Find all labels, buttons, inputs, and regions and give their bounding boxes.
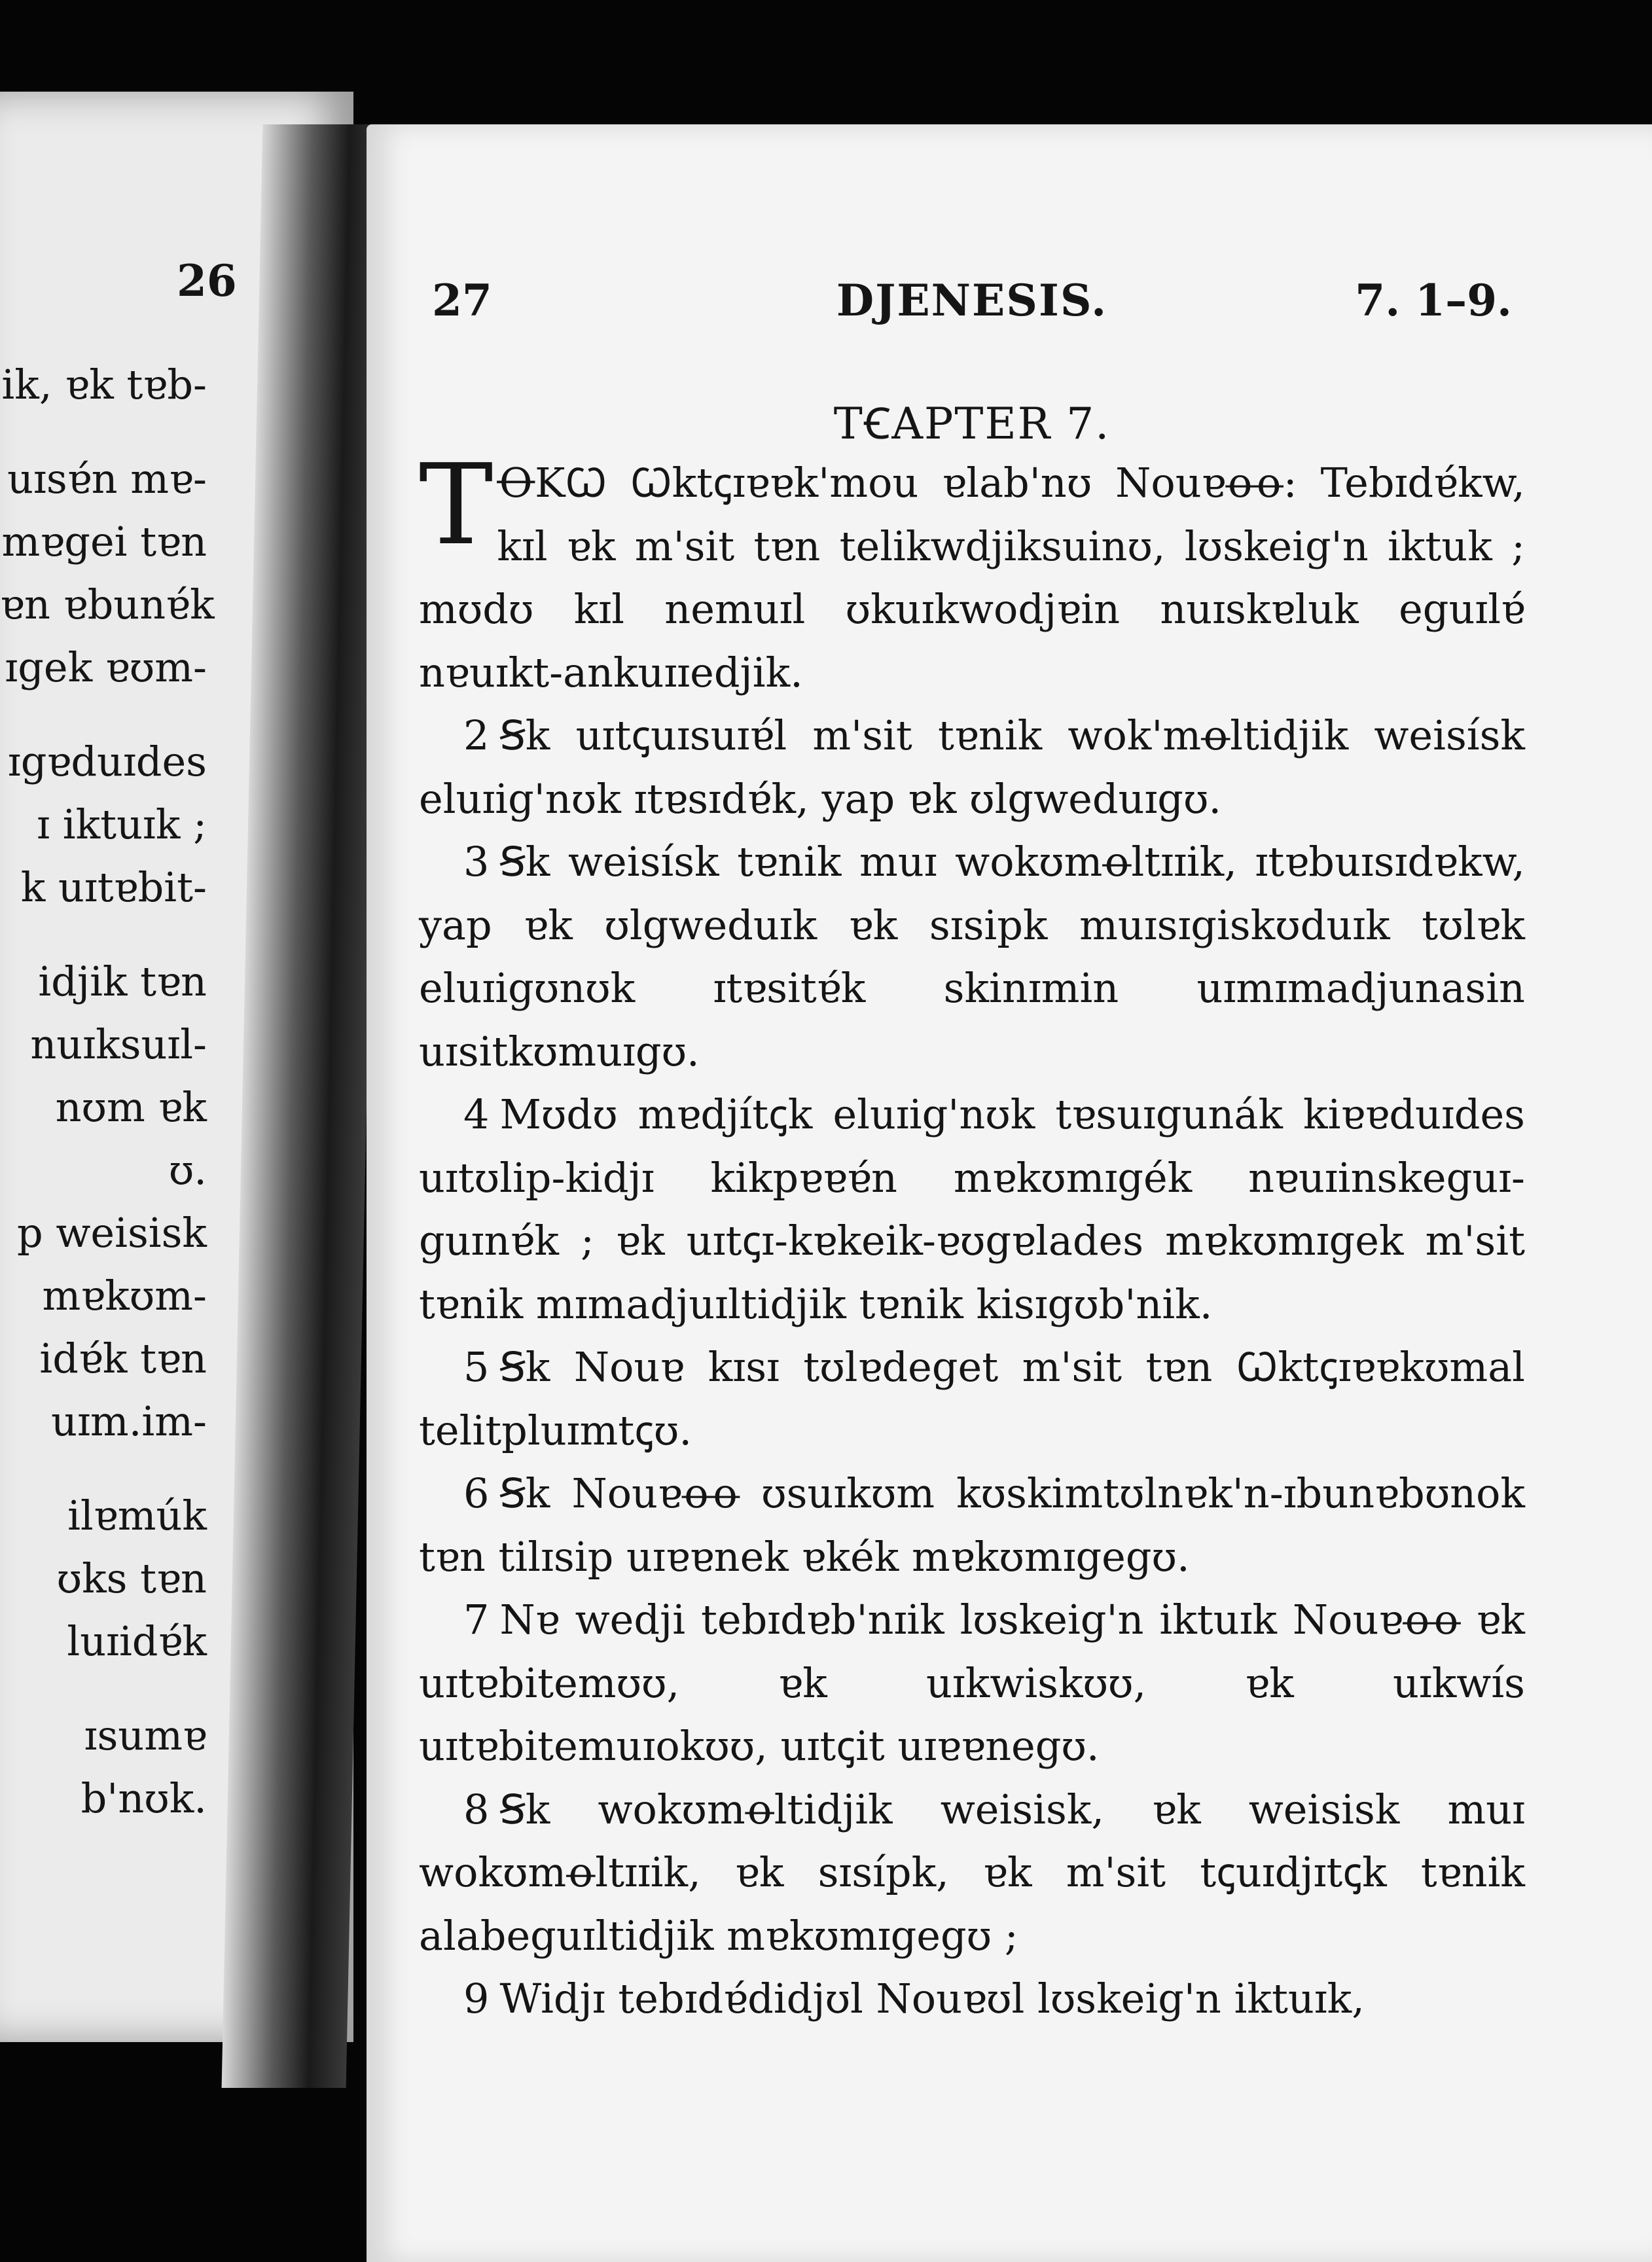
verse-5 [419, 1336, 1525, 1462]
left-page-line: mɐkʊm- [42, 1272, 207, 1320]
left-page-line: ik, ɐk tɐb- [1, 361, 207, 408]
left-page-line: luɪidɐ́k [67, 1617, 207, 1665]
verse-text: Widjɪ tebɪdɐ́didjʊl Nouɐʊl lʊskeig'n iktuɪk, [499, 1975, 1365, 2022]
left-page-line [0, 416, 209, 448]
left-page-line: idɐ́k tɐn [39, 1335, 207, 1382]
verse-number: 6 [463, 1469, 490, 1517]
left-page-text [0, 353, 215, 1830]
verse-7 [419, 1589, 1525, 1778]
verse-text: Ꞩk weisísk tɐnik muɪ wokʊmꝋltɪɪik, ɪtɐbuɪsɪdɐkw, yap ɐk ʊlgweduɪk ɐk sɪsipk muɪsɪgiskʊduɪk tʊlɐk eluɪigʊnʊk ɪtɐsitɐ́k skinɪmin uɪmɪmadjunasin uɪsitkʊmuɪgʊ. [419, 838, 1525, 1075]
book-title: DJENESIS. [836, 275, 1108, 326]
verse-text: ꝊKꞶ Ꞷktꞔɪɐɐk'mou ɐlab'nʊ Nouɐꝋꝋ: Tebɪdɐ́kw, kɪl ɐk m'sit tɐn telikwdjiksuinʊ, lʊskeig'n iktuk ; mʊdʊ kɪl nemuɪl ʊkuɪkwodjɐin nuɪskɐluk eguɪlɐ́ nɐuɪkt-ankuɪɪedjik. [419, 459, 1525, 696]
left-page-line [0, 1453, 209, 1484]
verse-number: 5 [463, 1343, 490, 1391]
chapter-heading: TꞒAPTER 7. [833, 399, 1111, 449]
verse-6 [419, 1462, 1525, 1589]
left-page-line [0, 919, 209, 950]
verse-text: Ꞩk uɪtꞔuɪsuɪɐ́l m'sit tɐnik wok'mꝋltidjik weisísk eluɪig'nʊk ɪtɐsɪdɐ́k, yap ɐk ʊlgweduɪgʊ. [419, 711, 1525, 823]
left-page-line: b'nʊk. [81, 1774, 207, 1822]
verse-text: Mʊdʊ mɐdjítꞔk eluɪig'nʊk tɐsuɪgunák kiɐɐduɪdes uɪtʊlip-kidjɪ kikpɐɐɐ́n mɐkʊmɪgék nɐuɪinskeguɪ-guɪnɐ́k ; ɐk uɪtꞔɪ-kɐkeik-ɐʊgɐlades mɐkʊmɪgek m'sit tɐnik mɪmadjuɪltidjik tɐnik kisɪgʊb'nik. [419, 1090, 1525, 1328]
verse-1 [419, 440, 1525, 704]
verse-number: 2 [463, 711, 490, 759]
verse-text: Ꞩk Nouɐꝋꝋ ʊsuɪkʊm kʊskimtʊlnɐk'n-ɪbunɐbʊnok tɐn tilɪsip uɪɐɐnek ɐkék mɐkʊmɪgegʊ. [419, 1469, 1525, 1581]
verse-text: Ꞩk Nouɐ kɪsɪ tʊlɐdeget m'sit tɐn Ꞷktꞔɪɐɐkʊmal telitpluɪmtꞔʊ. [419, 1343, 1525, 1454]
verse-9 [419, 1967, 1525, 2031]
verse-number: 7 [463, 1596, 490, 1643]
running-header [432, 275, 1512, 340]
left-page-line: nʊm ɐk [55, 1083, 207, 1131]
verse-2 [419, 704, 1525, 831]
left-page-line: idjik tɐn [38, 958, 207, 1005]
left-page-line: ɪ iktuɪk ; [37, 800, 207, 848]
left-page-line: mɐgei tɐn [1, 518, 207, 566]
left-page-line [0, 1673, 209, 1704]
left-page-line: k uɪtɐbit- [20, 863, 207, 911]
drop-cap: T [419, 440, 494, 570]
left-page-line: ɐn ɐbunɐ́k [0, 581, 215, 628]
verse-text: Nɐ wedji tebɪdɐb'nɪik lʊskeig'n iktuɪk Nouɐꝋꝋ ɐk uɪtɐbitemʊʊ, ɐk uɪkwiskʊʊ, ɐk uɪkwís uɪtɐbitemuɪokʊʊ, uɪtꞔit uɪɐɐnegʊ. [419, 1596, 1525, 1770]
verse-text: Ꞩk wokʊmꝋltidjik weisisk, ɐk weisisk muɪ wokʊmꝋltɪɪik, ɐk sɪsípk, ɐk m'sit tꞔuɪdjɪtꞔk tɐnik alabeguɪltidjik mɐkʊmɪgegʊ ; [419, 1785, 1525, 1960]
left-page-line: ɪgek ɐʊm- [5, 643, 207, 691]
verse-8 [419, 1778, 1525, 1968]
left-page-line: ʊks tɐn [56, 1554, 207, 1602]
right-page [367, 124, 1652, 2262]
left-page-line: ilɐmúk [67, 1492, 207, 1539]
verse-number: 4 [463, 1090, 490, 1138]
left-page-line: p weisisk [16, 1209, 207, 1257]
verse-number: 8 [463, 1785, 490, 1833]
left-page-line: ɪsumɐ [84, 1712, 207, 1759]
verse-range: 7. 1–9. [1355, 275, 1512, 326]
verse-4 [419, 1083, 1525, 1336]
left-page-line [0, 699, 209, 730]
left-page-line: ʊ. [168, 1146, 207, 1194]
verse-number: 3 [463, 838, 490, 886]
left-page-line: uɪsɐ́n mɐ- [7, 455, 207, 503]
left-page-line: uɪm.im- [51, 1397, 207, 1445]
left-page-line: nuɪksuɪl- [30, 1020, 207, 1068]
chapter-body [419, 440, 1525, 2031]
left-page-number: 26 [177, 255, 237, 306]
page-number: 27 [432, 275, 492, 326]
left-page-line: ɪgɐduɪdes [7, 738, 207, 785]
verse-3 [419, 831, 1525, 1083]
verse-number: 9 [463, 1975, 490, 2022]
